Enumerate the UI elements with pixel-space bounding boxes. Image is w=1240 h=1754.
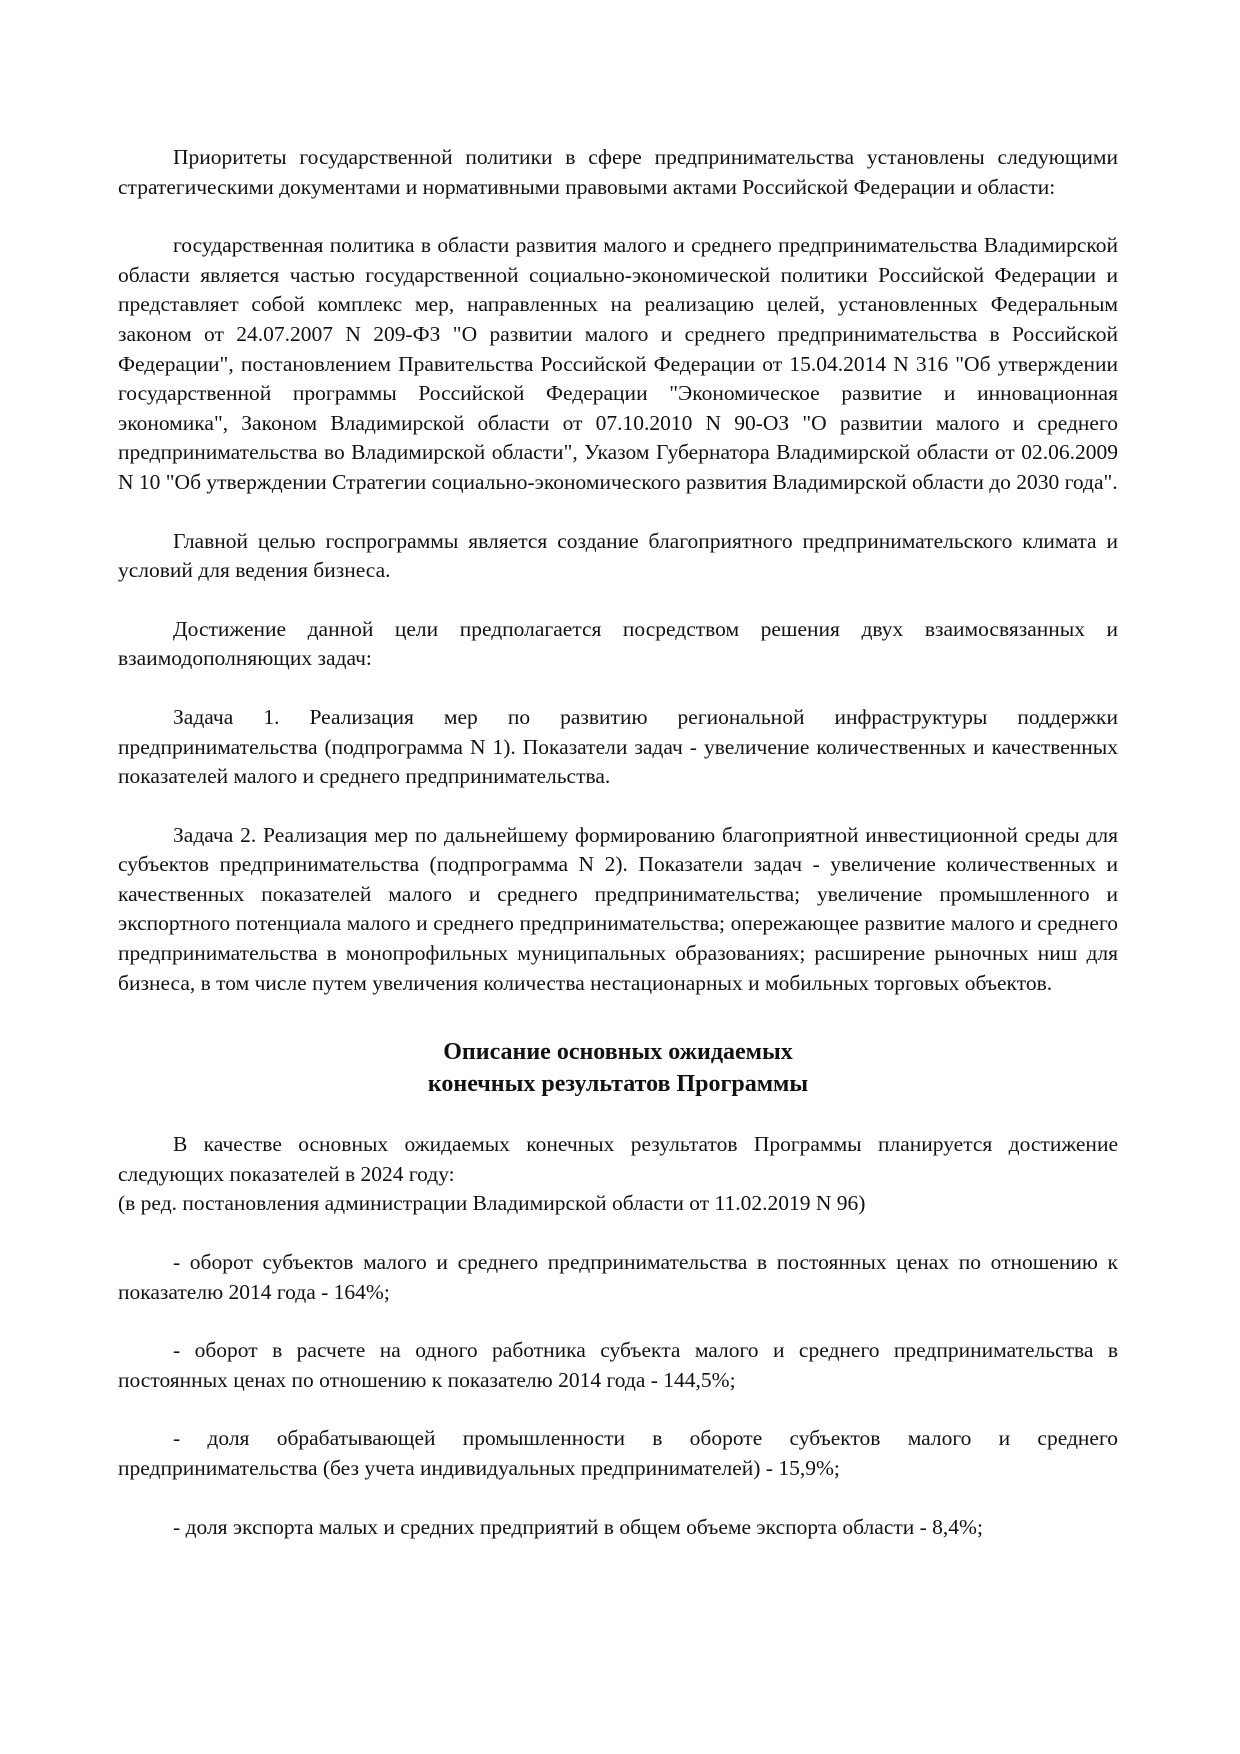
- section-heading-line-1: Описание основных ожидаемых: [443, 1039, 793, 1066]
- paragraph-task-1: Задача 1. Реализация мер по развитию региональной инфраструктуры поддержки предпринимательства (подпрограмма N 1). Показатели задач - увеличение количественных и качественных показателей малого и среднего предпринимательства.: [118, 704, 1118, 789]
- document-page: [118, 143, 1118, 1542]
- section-heading-line-2: конечных результатов Программы: [427, 1071, 809, 1098]
- paragraph-state-policy: государственная политика в области развития малого и среднего предпринимательства Владимирской области является частью государственной социально-экономической политики Российской Федерации и представляет собой комплекс мер, направленных на реализацию целей, установленных Федеральным законом от 24.07.2007 N 209-ФЗ "О развитии малого и среднего предпринимательства в Российской Федерации", постановлением Правительства Российской Федерации от 15.04.2014 N 316 "Об утверждении государственной программы Российской Федерации "Экономическое развитие и инновационная экономика", Законом Владимирской области от 07.10.2010 N 90-ОЗ "О развитии малого и среднего предпринимательства во Владимирской области", Указом Губернатора Владимирской области от 02.06.2009 N 10 "Об утверждении Стратегии социально-экономического развития Владимирской области до 2030 года".: [118, 233, 1118, 494]
- section-heading: [118, 1036, 1118, 1100]
- paragraph-goal-achievement: Достижение данной цели предполагается посредством решения двух взаимосвязанных и взаимодополняющих задач:: [118, 616, 1118, 671]
- result-item-turnover: - оборот субъектов малого и среднего предпринимательства в постоянных ценах по отношению к показателю 2014 года - 164%;: [118, 1250, 1118, 1304]
- paragraph-task-2: Задача 2. Реализация мер по дальнейшему формированию благоприятной инвестиционной среды для субъектов предпринимательства (подпрограмма N 2). Показатели задач - увеличение количественных и качественных показателей малого и среднего предпринимательства; увеличение промышленного и экспортного потенциала малого и среднего предпринимательства; опережающее развитие малого и среднего предпринимательства в монопрофильных муниципальных образованиях; расширение рыночных ниш для бизнеса, в том числе путем увеличения количества нестационарных и мобильных торговых объектов.: [118, 822, 1118, 995]
- paragraph-priorities: Приоритеты государственной политики в сфере предпринимательства установлены следующими стратегическими документами и нормативными правовыми актами Российской Федерации и области:: [118, 145, 1118, 199]
- paragraph-results-intro: В качестве основных ожидаемых конечных результатов Программы планируется достижение следующих показателей в 2024 году:: [118, 1132, 1118, 1186]
- result-item-turnover-per-worker: - оборот в расчете на одного работника субъекта малого и среднего предпринимательства в постоянных ценах по отношению к показателю 2014 года - 144,5%;: [118, 1338, 1118, 1392]
- paragraph-main-goal: Главной целью госпрограммы является создание благоприятного предпринимательского климата и условий для ведения бизнеса.: [118, 528, 1118, 583]
- amendment-note: (в ред. постановления администрации Владимирской области от 11.02.2019 N 96): [118, 1191, 866, 1216]
- result-item-manufacturing-share: - доля обрабатывающей промышленности в обороте субъектов малого и среднего предпринимательства (без учета индивидуальных предпринимателей) - 15,9%;: [118, 1426, 1118, 1480]
- result-item-export-share: - доля экспорта малых и средних предприятий в общем объеме экспорта области - 8,4%;: [173, 1514, 983, 1539]
